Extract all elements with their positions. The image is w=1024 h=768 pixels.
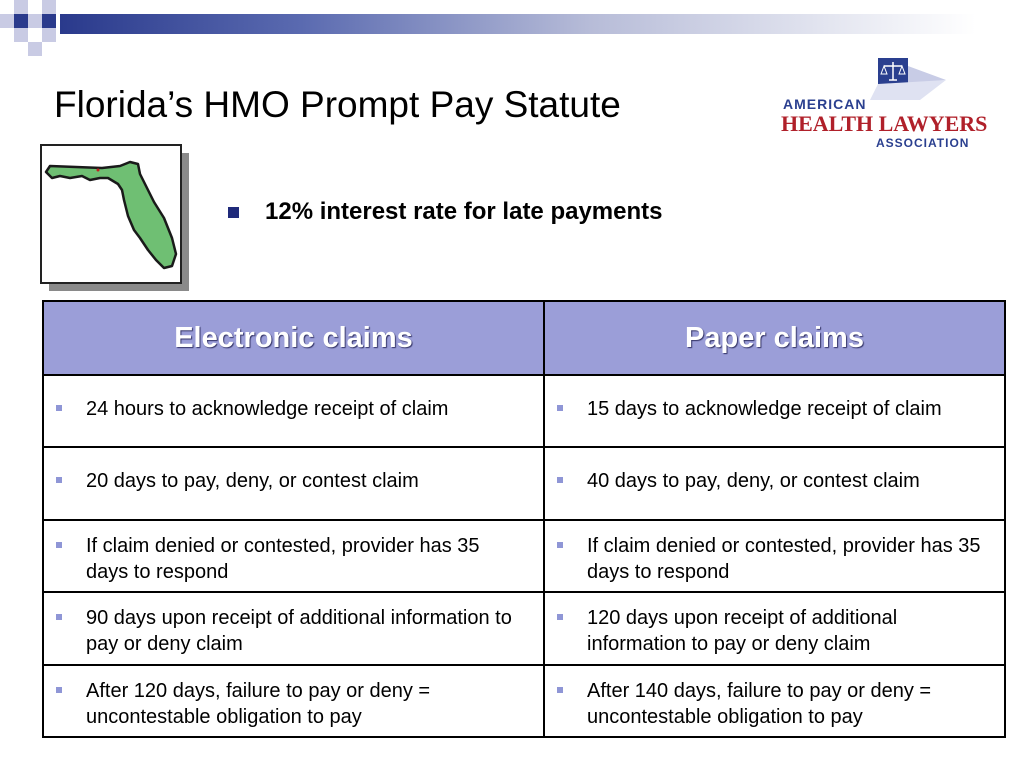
- paper-cell: [544, 665, 1005, 737]
- table-row: [43, 592, 1005, 664]
- square-bullet-icon: [557, 477, 563, 483]
- ahla-logo: [780, 56, 988, 152]
- square-bullet-icon: [56, 542, 62, 548]
- florida-map: [40, 144, 182, 284]
- paper-cell: [544, 447, 1005, 519]
- electronic-cell: [43, 447, 544, 519]
- cell-text: 40 days to pay, deny, or contest claim: [587, 470, 920, 493]
- claims-table: [42, 300, 1006, 738]
- cell-text: 24 hours to acknowledge receipt of claim: [86, 398, 449, 420]
- square-bullet-icon: [56, 405, 62, 411]
- header-electronic-claims: Electronic claims: [43, 301, 544, 375]
- logo-line-association: ASSOCIATION: [876, 136, 970, 150]
- table-row: [43, 520, 1005, 592]
- electronic-cell: [43, 592, 544, 664]
- table-row: [43, 447, 1005, 519]
- square-bullet-icon: [557, 542, 563, 548]
- cell-text: 20 days to pay, deny, or contest claim: [86, 470, 419, 493]
- square-bullet-icon: [557, 405, 563, 411]
- florida-map-icon: [42, 146, 180, 282]
- square-bullet-icon: [228, 207, 239, 218]
- interest-rate-bullet: [228, 198, 663, 226]
- electronic-cell: [43, 665, 544, 737]
- header-paper-claims: Paper claims: [544, 301, 1005, 375]
- electronic-cell: [43, 375, 544, 447]
- table-row: [43, 665, 1005, 737]
- square-bullet-icon: [557, 687, 563, 693]
- paper-cell: [544, 375, 1005, 447]
- cell-text: If claim denied or contested, provider has 35 days to respond: [587, 534, 981, 583]
- header-gradient-bar: [60, 14, 1024, 34]
- slide-title: Florida’s HMO Prompt Pay Statute: [54, 84, 621, 125]
- paper-cell: [544, 520, 1005, 592]
- electronic-cell: [43, 520, 544, 592]
- logo-line-health-lawyers: HEALTH LAWYERS: [781, 111, 988, 136]
- square-bullet-icon: [56, 614, 62, 620]
- square-bullet-icon: [56, 477, 62, 483]
- interest-rate-text: 12% interest rate for late payments: [265, 198, 663, 225]
- square-bullet-icon: [557, 614, 563, 620]
- square-bullet-icon: [56, 687, 62, 693]
- table-row: [43, 375, 1005, 447]
- cell-text: 120 days upon receipt of additional information to pay or deny claim: [587, 607, 898, 656]
- cell-text: 15 days to acknowledge receipt of claim: [587, 398, 942, 420]
- paper-cell: [544, 592, 1005, 664]
- logo-line-american: AMERICAN: [783, 96, 867, 112]
- cell-text: If claim denied or contested, provider has 35 days to respond: [86, 534, 480, 583]
- cell-text: After 120 days, failure to pay or deny = uncontestable obligation to pay: [86, 679, 431, 728]
- cell-text: After 140 days, failure to pay or deny = uncontestable obligation to pay: [587, 679, 932, 728]
- table-header-row: [43, 301, 1005, 375]
- florida-map-frame: [40, 144, 180, 282]
- cell-text: 90 days upon receipt of additional information to pay or deny claim: [86, 607, 512, 656]
